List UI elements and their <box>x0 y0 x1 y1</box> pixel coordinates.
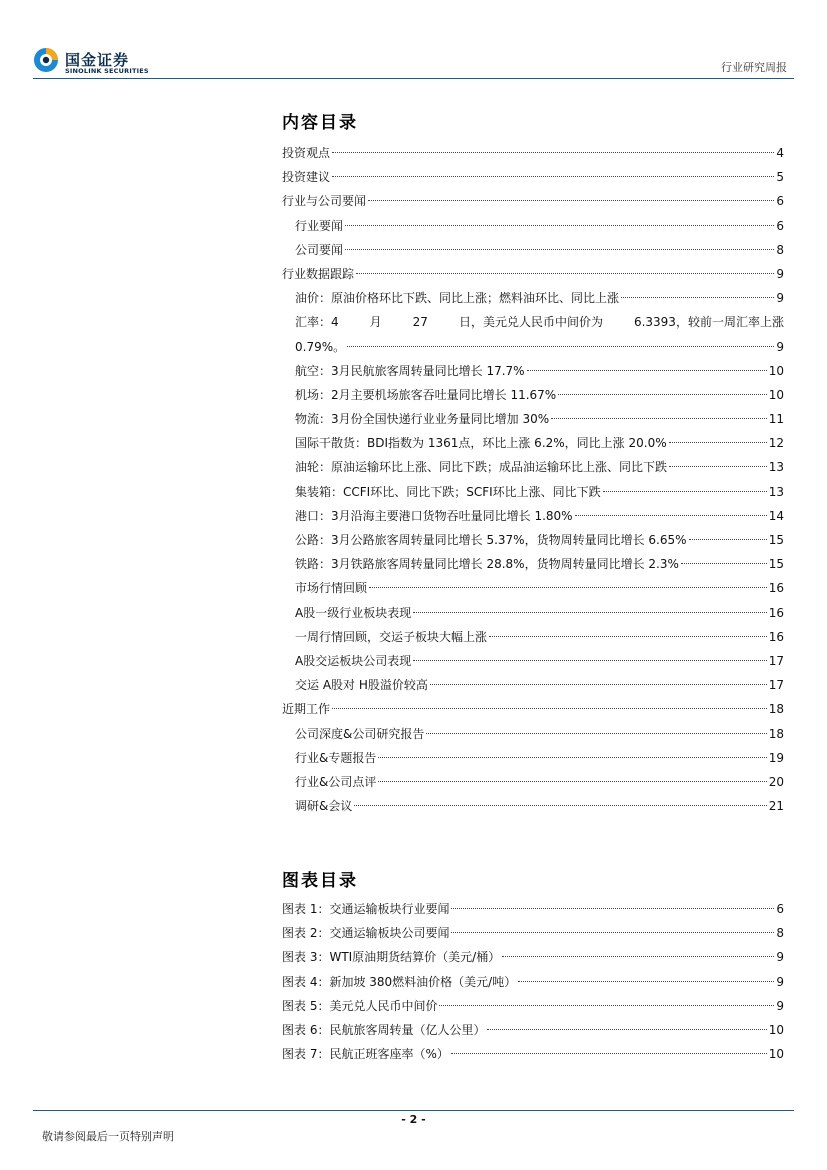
toc-entry-page: 9 <box>776 950 784 965</box>
toc-entry-word: 27 <box>412 315 428 330</box>
dot-leader <box>681 563 767 564</box>
toc-entry-label: 集装箱：CCFI环比、同比下跌；SCFI环比上涨、同比下跌 <box>295 484 601 499</box>
toc-entry[interactable] <box>282 431 784 455</box>
toc-entry-label: 公司深度&公司研究报告 <box>295 726 425 741</box>
dot-leader <box>451 908 774 909</box>
toc-entry[interactable] <box>282 576 784 600</box>
toc-entry[interactable] <box>282 455 784 479</box>
toc-entry-label: 图表 5：美元兑人民币中间价 <box>282 998 438 1013</box>
toc-entry[interactable] <box>282 746 784 770</box>
figure-entry[interactable] <box>282 921 784 945</box>
toc-entry[interactable] <box>282 528 784 552</box>
toc-entry-label: 近期工作 <box>282 702 331 717</box>
dot-leader <box>527 370 767 371</box>
dot-leader <box>669 466 767 467</box>
toc-entry-page: 18 <box>768 726 784 741</box>
toc-entry-page: 10 <box>768 363 784 378</box>
toc-entry-page: 18 <box>768 702 784 717</box>
dot-leader <box>430 684 767 685</box>
toc-entry-page: 10 <box>768 1022 784 1037</box>
toc-entry[interactable] <box>282 165 784 189</box>
toc-entry[interactable] <box>282 262 784 286</box>
dot-leader <box>603 491 767 492</box>
toc-entry-label: A股一级行业板块表现 <box>295 605 412 620</box>
toc-entry-page: 19 <box>768 750 784 765</box>
dot-leader <box>439 1005 774 1006</box>
toc-entry-page: 12 <box>768 436 784 451</box>
toc-entry-label: 铁路：3月铁路旅客周转量同比增长 28.8%，货物周转量同比增长 2.3% <box>295 557 679 572</box>
dot-leader <box>689 539 767 540</box>
dot-leader <box>502 956 774 957</box>
toc-entry-label: 公司要闻 <box>295 242 344 257</box>
toc-entry-label: 公路：3月公路旅客周转量同比增长 5.37%，货物周转量同比增长 6.65% <box>295 533 687 547</box>
toc-entry-page: 8 <box>776 926 784 941</box>
toc-entry-page: 5 <box>776 170 784 185</box>
dot-leader <box>369 587 767 588</box>
dot-leader <box>558 394 767 395</box>
toc-entry-label: 投资建议 <box>282 170 331 185</box>
toc-entry-label: 行业与公司要闻 <box>282 194 367 209</box>
toc-entry-label: 投资观点 <box>282 146 331 160</box>
toc-entry-page: 9 <box>776 998 784 1013</box>
disclaimer-text: 敬请参阅最后一页特别声明 <box>42 1130 174 1143</box>
dot-leader <box>669 442 767 443</box>
report-type-label: 行业研究周报 <box>721 61 787 74</box>
toc-entry-label: 港口：3月沿海主要港口货物吞吐量同比增长 1.80% <box>295 508 573 523</box>
dot-leader <box>451 1053 767 1054</box>
toc-entry-label: 行业数据跟踪 <box>282 266 355 281</box>
logo-chinese-name: 国金证券 <box>65 51 130 69</box>
figure-entry[interactable] <box>282 1018 784 1042</box>
toc-entry-label: 物流：3月份全国快递行业业务量同比增加 30% <box>295 412 550 427</box>
toc-entry-page: 9 <box>776 291 784 306</box>
toc-entry[interactable] <box>282 552 784 576</box>
toc-entry-label: 行业&公司点评 <box>295 774 377 789</box>
dot-leader <box>426 733 766 734</box>
toc-entry-label: 图表 1：交通运输板块行业要闻 <box>282 902 450 916</box>
dot-leader <box>487 1029 766 1030</box>
dot-leader <box>489 636 767 637</box>
dot-leader <box>451 932 774 933</box>
toc-entry-page: 15 <box>768 533 784 547</box>
dot-leader <box>378 781 766 782</box>
toc-entry-label: 机场：2月主要机场旅客吞吐量同比增长 11.67% <box>295 387 557 402</box>
figure-entry[interactable] <box>282 994 784 1018</box>
toc-entry[interactable] <box>282 673 784 697</box>
toc-entry[interactable] <box>282 649 784 673</box>
toc-entry[interactable] <box>282 697 784 721</box>
toc-entry-exchange-rate[interactable] <box>282 310 784 334</box>
list-of-figures <box>282 897 784 1066</box>
dot-leader <box>621 297 774 298</box>
toc-entry-label: 图表 3：WTI原油期货结算价（美元/桶） <box>282 950 501 965</box>
toc-entry-label: 国际干散货：BDI指数为 1361点，环比上涨 6.2%，同比上涨 20.0% <box>295 436 667 451</box>
toc-entry[interactable] <box>282 189 784 213</box>
toc-entry-page: 21 <box>768 799 784 814</box>
logo-english-name: SINOLINK SECURITIES <box>65 67 149 75</box>
figure-entry[interactable] <box>282 1042 784 1066</box>
toc-entry[interactable] <box>282 770 784 794</box>
toc-entry-page: 16 <box>768 581 784 596</box>
footer-divider <box>33 1110 794 1111</box>
toc-entry-word: 汇率：4 <box>295 315 339 330</box>
dot-leader <box>413 612 767 613</box>
toc-entry-label: 图表 7：民航正班客座率（%） <box>282 1047 449 1062</box>
toc-entry-page: 16 <box>768 629 784 644</box>
table-of-contents <box>282 141 784 818</box>
toc-entry-label: 行业要闻 <box>295 218 344 233</box>
dot-leader <box>518 981 774 982</box>
toc-entry-page: 17 <box>768 653 784 668</box>
toc-entry-page: 4 <box>776 146 784 160</box>
toc-entry-page: 10 <box>768 1047 784 1062</box>
dot-leader <box>356 273 774 274</box>
toc-entry-page: 16 <box>768 605 784 620</box>
dot-leader <box>378 757 766 758</box>
dot-leader <box>347 346 774 347</box>
toc-entry-label: 航空：3月民航旅客周转量同比增长 17.7% <box>295 363 525 378</box>
toc-entry-label: 油价：原油价格环比下跌、同比上涨；燃料油环比、同比上涨 <box>295 291 620 306</box>
toc-entry-page: 14 <box>768 508 784 523</box>
sinolink-logo-icon <box>33 47 59 73</box>
toc-entry[interactable] <box>282 359 784 383</box>
toc-entry[interactable] <box>282 407 784 431</box>
toc-entry-page: 17 <box>768 678 784 693</box>
toc-entry-label: 行业&专题报告 <box>295 750 377 765</box>
toc-title: 内容目录 <box>282 113 358 133</box>
figure-entry[interactable] <box>282 970 784 994</box>
toc-entry-page: 6 <box>776 194 784 209</box>
toc-entry-label: 市场行情回顾 <box>295 581 368 596</box>
toc-entry-page: 6 <box>776 902 784 916</box>
toc-entry-label: 图表 4：新加坡 380燃料油价格（美元/吨） <box>282 974 517 989</box>
toc-entry[interactable] <box>282 238 784 262</box>
toc-entry[interactable] <box>282 722 784 746</box>
dot-leader <box>413 660 767 661</box>
figure-entry[interactable] <box>282 945 784 969</box>
toc-entry-label: 调研&会议 <box>295 799 353 814</box>
toc-entry[interactable] <box>282 286 784 310</box>
toc-entry[interactable] <box>282 214 784 238</box>
toc-entry-page: 13 <box>768 484 784 499</box>
toc-entry-label: 油轮：原油运输环比上涨、同比下跌；成品油运输环比上涨、同比下跌 <box>295 460 668 475</box>
dot-leader <box>332 708 767 709</box>
toc-entry-word: 月 <box>369 315 382 330</box>
toc-entry-label: 图表 6：民航旅客周转量（亿人公里） <box>282 1022 486 1037</box>
toc-entry-page: 11 <box>768 412 784 427</box>
dot-leader <box>551 418 767 419</box>
header-divider <box>33 78 794 79</box>
toc-entry-label: 图表 2：交通运输板块公司要闻 <box>282 926 450 941</box>
toc-entry-label: A股交运板块公司表现 <box>295 653 412 668</box>
toc-entry-page: 9 <box>776 974 784 989</box>
toc-entry-page: 15 <box>768 557 784 572</box>
dot-leader <box>354 805 766 806</box>
toc-entry-label: 交运 A股对 H股溢价较高 <box>295 678 428 693</box>
toc-entry-word: 日，美元兑人民币中间价为 <box>458 315 603 330</box>
toc-entry-page: 9 <box>776 266 784 281</box>
toc-entry-word: 6.3393，较前一周汇率上涨 <box>633 315 784 330</box>
dot-leader <box>345 249 774 250</box>
toc-entry-page: 6 <box>776 218 784 233</box>
toc-entry[interactable] <box>282 504 784 528</box>
toc-entry-page: 13 <box>768 460 784 475</box>
toc-entry-label: 一周行情回顾，交运子板块大幅上涨 <box>295 629 488 644</box>
figures-title: 图表目录 <box>282 871 358 891</box>
page-header <box>0 0 827 80</box>
toc-entry-page: 20 <box>768 774 784 789</box>
toc-entry[interactable] <box>282 335 784 359</box>
toc-entry[interactable] <box>282 601 784 625</box>
figure-entry[interactable] <box>282 897 784 921</box>
toc-entry[interactable] <box>282 383 784 407</box>
toc-entry-label: 0.79%。 <box>295 339 346 354</box>
dot-leader <box>368 200 774 201</box>
dot-leader <box>332 176 774 177</box>
toc-entry-page: 9 <box>776 339 784 354</box>
toc-entry-page: 10 <box>768 387 784 402</box>
dot-leader <box>332 152 774 153</box>
company-logo <box>33 47 153 79</box>
dot-leader <box>345 225 774 226</box>
toc-entry[interactable] <box>282 625 784 649</box>
toc-entry-page: 8 <box>776 242 784 257</box>
toc-entry[interactable] <box>282 141 784 165</box>
dot-leader <box>575 515 767 516</box>
toc-entry[interactable] <box>282 794 784 818</box>
page-number: - 2 - <box>401 1113 426 1126</box>
toc-entry[interactable] <box>282 480 784 504</box>
